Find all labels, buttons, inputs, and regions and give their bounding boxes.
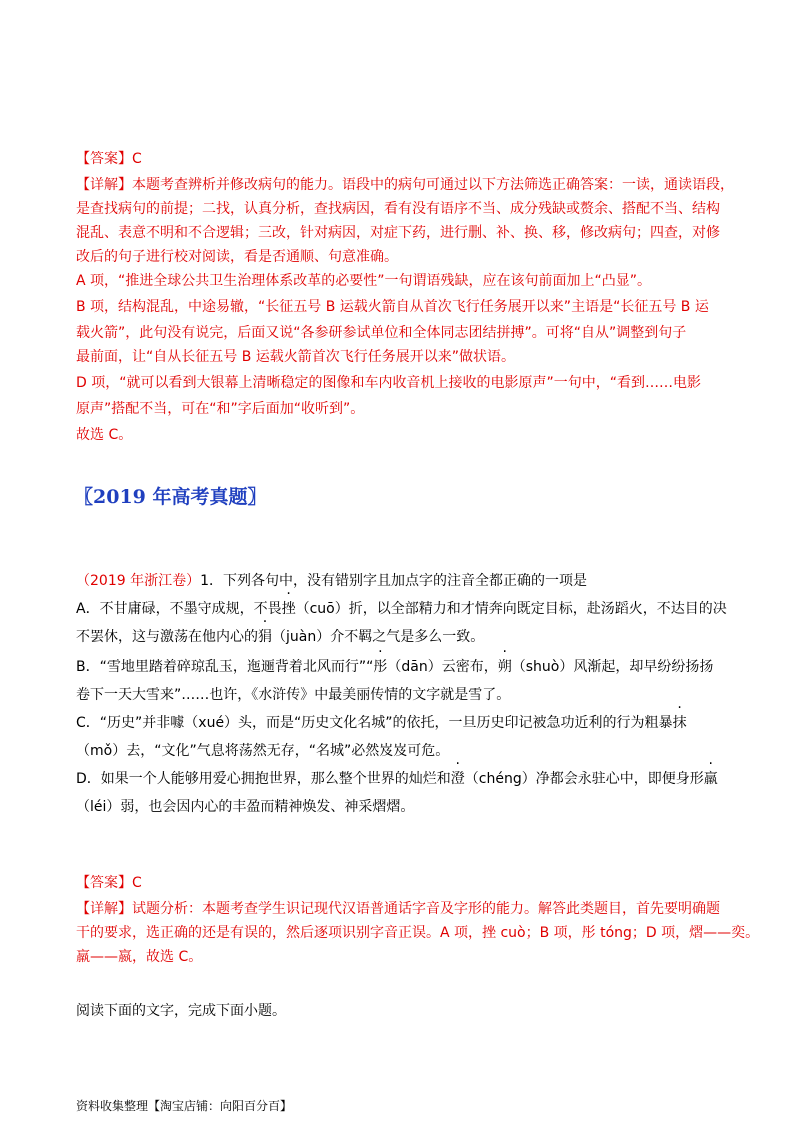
answer-label: 【答案】 <box>76 875 132 891</box>
option-d-line-1: D．如果一个人能够用爱心拥抱世界，那么整个世界的灿烂和澄（chéng）净都会永驻心中，即便身形羸 <box>76 768 718 790</box>
answer-2-detail-line-3: 羸——嬴，故选 C。 <box>76 949 203 965</box>
section-title: 〖2019 年高考真题〗 <box>74 486 267 508</box>
option-a-line-1: A．不甘庸碌，不墨守成规，不畏挫（cuō）折，以全部精力和才情奔向既定目标，赴汤蹈火，不达目的决 <box>76 598 727 620</box>
answer-value: C <box>132 151 142 167</box>
dotted-char: 澄 <box>450 771 465 787</box>
detail-item-a: A 项，“推进全球公共卫生治理体系改革的必要性”一句谓语残缺，应在该句前面加上“凸显”。 <box>76 273 652 289</box>
detail-label: 【详解】 <box>76 901 132 917</box>
detail-conclusion: 故选 C。 <box>76 427 133 443</box>
option-c-line-2: （mǒ）去，“文化”气息将荡然无存，“名城”必然岌岌可危。 <box>76 743 450 759</box>
dotted-char: 挫 <box>281 601 296 617</box>
dotted-char: 抹 <box>672 715 687 731</box>
option-c-line-1: C．“历史”并非噱（xué）头，而是“历史文化名城”的依托，一旦历史印记被急功近利的行为粗暴抹 <box>76 712 687 734</box>
option-b-line-1: B．“雪地里踏着碎琼乱玉，迤逦背着北风而行”“彤（dān）云密布，朔（shuò）风渐起，却早纷纷扬扬 <box>76 656 713 678</box>
detail-label: 【详解】 <box>76 177 132 193</box>
dotted-char: 朔 <box>497 659 512 675</box>
detail-item-b-2: 载火箭”，此句没有说完，后面又说“各参研参试单位和全体同志团结拼搏”。可将“自从”调整到句子 <box>76 325 687 341</box>
detail-item-d-2: 原声”搭配不当，可在“和”字后面加“收听到”。 <box>76 401 365 417</box>
page-footer: 资料收集整理【淘宝店铺：向阳百分百】 <box>76 1099 293 1113</box>
option-d-line-2: （léi）弱，也会因内心的丰盈而精神焕发、神采熠熠。 <box>76 799 415 815</box>
answer-2-detail-line-2: 干的要求，选正确的还是有误的，然后逐项识别字音正误。A 项，挫 cuò；B 项，彤 tóng；D 项，熠——奕。 <box>76 925 760 941</box>
answer-2-detail-line-1: 【详解】试题分析：本题考查学生识记现代汉语普通话字音及字形的能力。解答此类题目，首先要明确题 <box>76 901 720 917</box>
question-stem: （2019 年浙江卷）1．下列各句中，没有错别字且加点字的注音全都正确的一项是 <box>76 573 587 589</box>
dotted-char: 彤 <box>373 659 388 675</box>
detail-line-1: 【详解】本题考查辨析并修改病句的能力。语段中的病句可通过以下方法筛选正确答案：一读，通读语段， <box>76 177 734 193</box>
option-b-line-2: 卷下一天大雪来”……也许，《水浒传》中最美丽传情的文字就是雪了。 <box>76 687 511 703</box>
detail-line-3: 混乱、表意不明和不合逻辑；三改，针对病因，对症下药，进行删、补、换、移，修改病句；四查，对修 <box>76 225 720 241</box>
dotted-char: 羸 <box>703 771 718 787</box>
reading-prompt: 阅读下面的文字，完成下面小题。 <box>76 1003 286 1019</box>
detail-item-d-1: D 项，“就可以看到大银幕上清晰稳定的图像和车内收音机上接收的电影原声”一句中，“看到……电影 <box>76 375 701 391</box>
option-a-line-2: 不罢休，这与激荡在他内心的狷（juàn）介不羁之气是多么一致。 <box>76 626 484 648</box>
question-source: （2019 年浙江卷） <box>76 573 201 589</box>
detail-item-b-1: B 项，结构混乱，中途易辙，“长征五号 B 运载火箭自从首次飞行任务展开以来”主语是“长征五号 B 运 <box>76 299 709 315</box>
detail-item-b-3: 最前面，让“自从长征五号 B 运载火箭首次飞行任务展开以来”做状语。 <box>76 349 516 365</box>
answer-1 <box>76 148 142 170</box>
answer-2 <box>76 872 142 894</box>
detail-line-4: 改后的句子进行校对阅读，看是否通顺、句意准确。 <box>76 249 398 265</box>
dotted-char: 狷 <box>258 629 272 645</box>
answer-label: 【答案】 <box>76 151 132 167</box>
answer-value: C <box>132 875 142 891</box>
detail-line-2: 是查找病句的前提；二找，认真分析，查找病因，看有没有语序不当、成分残缺或赘余、搭配不当、结构 <box>76 201 720 217</box>
